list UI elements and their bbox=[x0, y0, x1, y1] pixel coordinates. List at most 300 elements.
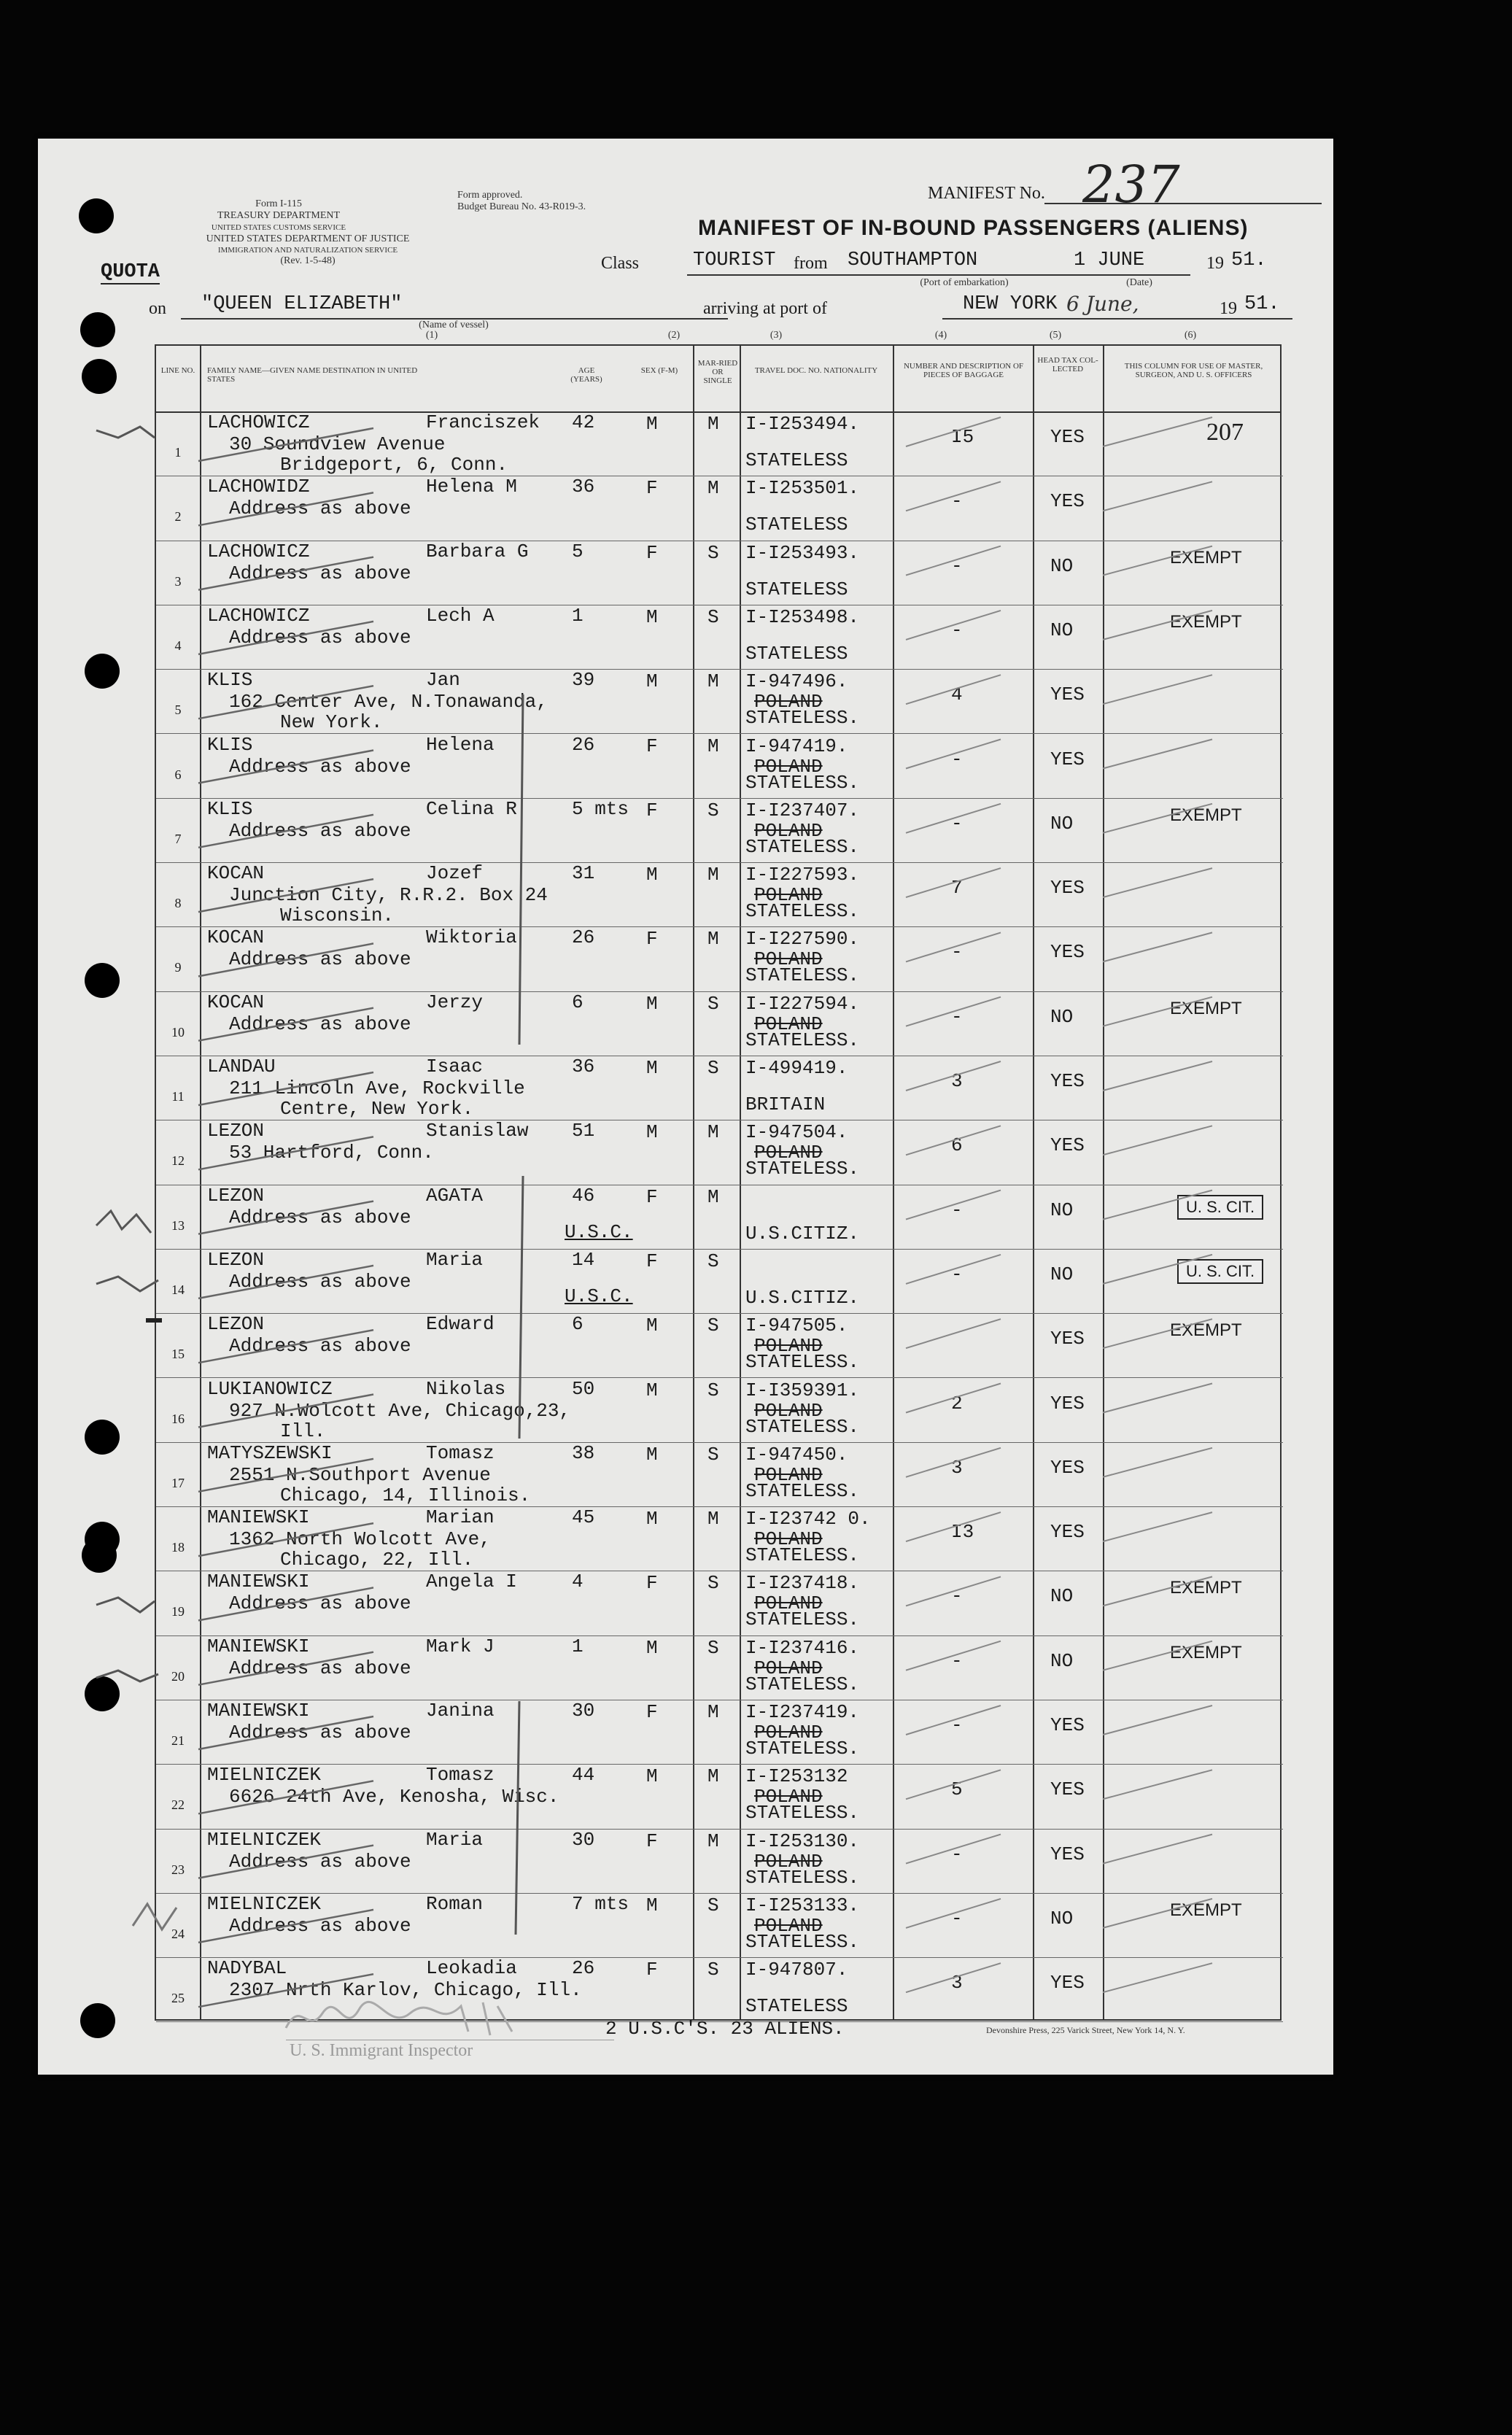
nationality: STATELESS. bbox=[745, 1351, 860, 1374]
given-name: Tomasz bbox=[426, 1441, 495, 1464]
totals: 2 U.S.C'S. 23 ALIENS. bbox=[605, 2018, 845, 2040]
sex: M bbox=[646, 605, 658, 628]
officer-note: 207 bbox=[1206, 419, 1244, 446]
travel-document: I-499419. bbox=[745, 1057, 848, 1079]
treasury-dept: TREASURY DEPARTMENT bbox=[217, 210, 341, 221]
head-tax: YES bbox=[1050, 877, 1085, 899]
head-tax: YES bbox=[1050, 1070, 1085, 1092]
nationality: STATELESS bbox=[745, 449, 848, 471]
nationality: STATELESS. bbox=[745, 1415, 860, 1438]
age: 7 mts bbox=[572, 1892, 629, 1915]
baggage-count: I3 bbox=[951, 1521, 974, 1544]
age: 5 bbox=[572, 540, 584, 562]
travel-document: I-947505. bbox=[745, 1315, 848, 1337]
baggage-count: - bbox=[951, 1585, 963, 1608]
nationality-old: POLAND bbox=[754, 755, 823, 778]
header-officers: THIS COLUMN FOR USE OF MASTER, SURGEON, AND U. S. OFFICERS bbox=[1124, 362, 1263, 379]
head-tax: NO bbox=[1050, 554, 1074, 577]
budget-bureau: Budget Bureau No. 43-R019-3. bbox=[457, 201, 586, 212]
baggage-count: 6 bbox=[951, 1134, 963, 1157]
destination: Address as above bbox=[229, 948, 411, 971]
head-tax: NO bbox=[1050, 812, 1074, 835]
baggage-count: - bbox=[951, 490, 963, 513]
given-name: Isaac bbox=[426, 1056, 484, 1077]
age: 50 bbox=[572, 1377, 595, 1400]
nationality: STATELESS. bbox=[745, 1738, 860, 1760]
destination: Junction City, R.R.2. Box 24 bbox=[229, 884, 548, 907]
line-number: 6 bbox=[174, 767, 182, 782]
destination: Address as above bbox=[229, 1270, 411, 1293]
given-name: Helena M bbox=[426, 476, 517, 498]
destination: 2307 Nrth Karlov, Chicago, Ill. bbox=[229, 1979, 582, 2002]
manifest-sheet bbox=[38, 139, 1333, 2075]
head-tax: YES bbox=[1050, 1456, 1085, 1479]
year-value: 51. bbox=[1231, 249, 1267, 271]
destination: Address as above bbox=[229, 1335, 411, 1358]
marital-status: M bbox=[707, 864, 719, 886]
age: 26 bbox=[572, 733, 595, 756]
baggage-count: - bbox=[951, 1714, 963, 1736]
travel-document: I-947504. bbox=[745, 1121, 848, 1144]
line-number: 25 bbox=[171, 1991, 185, 2006]
baggage-count: - bbox=[951, 1649, 963, 1672]
nationality: STATELESS. bbox=[745, 1866, 860, 1889]
destination-line2: Chicago, 14, Illinois. bbox=[280, 1484, 531, 1506]
line-number: 20 bbox=[171, 1668, 185, 1684]
sex: M bbox=[646, 1315, 658, 1337]
nationality-old: POLAND bbox=[754, 1142, 823, 1164]
header-married: MAR-RIED OR SINGLE bbox=[697, 359, 738, 385]
sex: F bbox=[646, 735, 658, 757]
line-number: 23 bbox=[171, 1862, 185, 1877]
doj-label: UNITED STATES DEPARTMENT OF JUSTICE bbox=[206, 233, 410, 244]
age: 4 bbox=[572, 1571, 584, 1593]
destination: Address as above bbox=[229, 498, 411, 520]
age: 36 bbox=[572, 476, 595, 498]
travel-document: I-I237407. bbox=[745, 799, 860, 821]
sex: M bbox=[646, 1057, 658, 1079]
nationality: STATELESS. bbox=[745, 1544, 860, 1567]
nationality: U.S.CITIZ. bbox=[745, 1222, 860, 1244]
line-number: 17 bbox=[171, 1475, 185, 1490]
nationality-old: POLAND bbox=[754, 1722, 823, 1743]
travel-document: I-I253501. bbox=[745, 477, 860, 500]
officer-note: U. S. CIT. bbox=[1177, 1195, 1263, 1220]
given-name: Mark J bbox=[426, 1635, 495, 1657]
head-tax: YES bbox=[1050, 748, 1085, 770]
given-name: Leokadia bbox=[426, 1957, 517, 1980]
age: 14 bbox=[572, 1248, 595, 1271]
travel-document: I-I359391. bbox=[745, 1379, 860, 1401]
baggage-count: I5 bbox=[951, 426, 974, 448]
family-name: NADYBAL bbox=[207, 1957, 287, 1980]
quota-label: QUOTA bbox=[101, 261, 160, 283]
family-name: LUKIANOWICZ bbox=[207, 1377, 333, 1400]
travel-document: I-947496. bbox=[745, 670, 848, 693]
destination: Address as above bbox=[229, 1850, 411, 1873]
family-name: MIELNICZEK bbox=[207, 1764, 322, 1786]
arrival-port: NEW YORK bbox=[963, 293, 1058, 315]
col-number: (3) bbox=[769, 330, 783, 341]
header-age: AGE (YEARS) bbox=[570, 366, 602, 384]
line-number: 16 bbox=[171, 1411, 185, 1426]
age: 46 bbox=[572, 1184, 595, 1207]
destination: Address as above bbox=[229, 819, 411, 842]
line-number: 14 bbox=[171, 1282, 185, 1297]
head-tax: YES bbox=[1050, 941, 1085, 964]
age: 42 bbox=[572, 411, 595, 433]
nationality: STATELESS. bbox=[745, 707, 860, 729]
head-tax: YES bbox=[1050, 1972, 1085, 1994]
nationality: STATELESS. bbox=[745, 964, 860, 987]
given-name: Helena bbox=[426, 733, 495, 756]
given-name: Angela I bbox=[426, 1571, 517, 1593]
baggage-count: - bbox=[951, 941, 963, 964]
destination: 30 Soundview Avenue bbox=[229, 433, 446, 455]
nationality-old: POLAND bbox=[754, 948, 823, 971]
marital-status: S bbox=[707, 1057, 719, 1079]
marital-status: S bbox=[707, 1250, 719, 1272]
family-name: LEZON bbox=[207, 1120, 265, 1142]
class-label: Class bbox=[601, 254, 640, 273]
marital-status: S bbox=[707, 799, 719, 821]
age: 31 bbox=[572, 862, 595, 885]
age: 44 bbox=[572, 1764, 595, 1786]
destination-line2: Centre, New York. bbox=[280, 1098, 474, 1120]
travel-document: I-I227594. bbox=[745, 992, 860, 1015]
officer-note: EXEMPT bbox=[1170, 1320, 1242, 1341]
marital-status: S bbox=[707, 1959, 719, 1981]
sex: M bbox=[646, 1636, 658, 1659]
head-tax: YES bbox=[1050, 1328, 1085, 1350]
baggage-count: 7 bbox=[951, 877, 963, 899]
given-name: Maria bbox=[426, 1248, 484, 1271]
col-number: (1) bbox=[425, 330, 438, 341]
marital-status: S bbox=[707, 605, 719, 628]
officer-note: EXEMPT bbox=[1170, 547, 1242, 568]
marital-status: S bbox=[707, 1315, 719, 1337]
col-number: (6) bbox=[1184, 330, 1197, 341]
destination-line2: Chicago, 22, Ill. bbox=[280, 1549, 474, 1571]
marital-status: M bbox=[707, 413, 719, 435]
sex: F bbox=[646, 1250, 658, 1272]
nationality: STATELESS bbox=[745, 1995, 848, 2018]
sex: F bbox=[646, 541, 658, 564]
given-name: Janina bbox=[426, 1700, 495, 1722]
nationality-old: POLAND bbox=[754, 1914, 823, 1937]
destination-line2: Wisconsin. bbox=[280, 905, 395, 927]
departure-date: 1 JUNE bbox=[1074, 249, 1145, 271]
sex: M bbox=[646, 992, 658, 1015]
vessel-name: "QUEEN ELIZABETH" bbox=[201, 293, 403, 315]
destination: 162 Center Ave, N.Tonawanda, bbox=[229, 691, 548, 713]
head-tax: NO bbox=[1050, 1005, 1074, 1028]
age: 30 bbox=[572, 1700, 595, 1722]
baggage-count: 3 bbox=[951, 1070, 963, 1092]
marital-status: S bbox=[707, 1636, 719, 1659]
baggage-count: 3 bbox=[951, 1972, 963, 1994]
marital-status: M bbox=[707, 735, 719, 757]
travel-document: I-947419. bbox=[745, 735, 848, 757]
family-name: LACHOWICZ bbox=[207, 604, 310, 627]
head-tax: YES bbox=[1050, 426, 1085, 448]
family-name: KLIS bbox=[207, 669, 253, 692]
family-name: MANIEWSKI bbox=[207, 1635, 310, 1657]
travel-document: I-I253494. bbox=[745, 413, 860, 435]
nationality: STATELESS bbox=[745, 514, 848, 536]
head-tax: NO bbox=[1050, 1649, 1074, 1672]
baggage-count: - bbox=[951, 1199, 963, 1221]
sex: F bbox=[646, 799, 658, 821]
travel-document: I-I237419. bbox=[745, 1701, 860, 1723]
nationality-old: POLAND bbox=[754, 884, 823, 907]
destination: 6626 24th Ave, Kenosha, Wisc. bbox=[229, 1786, 559, 1808]
line-number: 22 bbox=[171, 1797, 185, 1813]
family-name: KLIS bbox=[207, 733, 253, 756]
nationality: STATELESS. bbox=[745, 1158, 860, 1180]
age: 1 bbox=[572, 604, 584, 627]
family-name: MANIEWSKI bbox=[207, 1571, 310, 1593]
header-baggage: NUMBER AND DESCRIPTION OF PIECES OF BAGGAGE bbox=[903, 362, 1024, 379]
manifest-number-label: MANIFEST No. bbox=[928, 184, 1045, 203]
head-tax: NO bbox=[1050, 1263, 1074, 1285]
travel-document: I-I237418. bbox=[745, 1572, 860, 1595]
nationality-old: POLAND bbox=[754, 1399, 823, 1422]
given-name: Franciszek bbox=[426, 411, 540, 433]
baggage-count: - bbox=[951, 1263, 963, 1285]
sex: F bbox=[646, 1959, 658, 1981]
travel-document: I-I253132 bbox=[745, 1765, 848, 1788]
header-travel-doc: TRAVEL DOC. NO. NATIONALITY bbox=[754, 366, 878, 375]
line-number: 5 bbox=[174, 702, 182, 718]
nationality: STATELESS. bbox=[745, 771, 860, 794]
line-number: 1 bbox=[174, 445, 182, 460]
manifest-number: 237 bbox=[1082, 155, 1180, 214]
age: 26 bbox=[572, 1957, 595, 1980]
form-approved: Form approved. bbox=[457, 190, 523, 201]
destination-line2: Bridgeport, 6, Conn. bbox=[280, 454, 508, 476]
nationality: STATELESS. bbox=[745, 1029, 860, 1051]
given-name: Stanislaw bbox=[426, 1120, 529, 1142]
officer-note: EXEMPT bbox=[1170, 998, 1242, 1018]
header-sex: SEX (F-M) bbox=[640, 366, 678, 375]
head-tax: YES bbox=[1050, 1778, 1085, 1801]
nationality-old: POLAND bbox=[754, 1786, 823, 1808]
family-name: MANIEWSKI bbox=[207, 1506, 310, 1529]
nationality-old: POLAND bbox=[754, 1657, 823, 1679]
line-number: 10 bbox=[171, 1024, 185, 1040]
sex: M bbox=[646, 1379, 658, 1401]
given-name: Jozef bbox=[426, 862, 484, 885]
sex: M bbox=[646, 1765, 658, 1788]
travel-document: I-I253133. bbox=[745, 1894, 860, 1916]
line-number: 18 bbox=[171, 1540, 185, 1555]
baggage-count: - bbox=[951, 619, 963, 641]
family-name: LACHOWICZ bbox=[207, 540, 310, 562]
nationality-old: POLAND bbox=[754, 691, 823, 713]
nationality: STATELESS. bbox=[745, 1802, 860, 1824]
inspector-label: U. S. Immigrant Inspector bbox=[290, 2041, 473, 2060]
officer-note: EXEMPT bbox=[1170, 805, 1242, 825]
head-tax: YES bbox=[1050, 1714, 1085, 1736]
marital-status: M bbox=[707, 1701, 719, 1723]
travel-document: I-I23742 0. bbox=[745, 1508, 871, 1530]
marital-status: M bbox=[707, 1765, 719, 1788]
destination-line2: Ill. bbox=[280, 1420, 326, 1442]
date-label: (Date) bbox=[1126, 277, 1152, 288]
revision: (Rev. 1-5-48) bbox=[280, 255, 336, 266]
line-number: 4 bbox=[174, 638, 182, 653]
nationality: STATELESS. bbox=[745, 1479, 860, 1502]
manifest-title: MANIFEST OF IN-BOUND PASSENGERS (ALIENS) bbox=[698, 216, 1249, 240]
line-number: 19 bbox=[171, 1604, 185, 1619]
baggage-count: 5 bbox=[951, 1778, 963, 1801]
head-tax: NO bbox=[1050, 1907, 1074, 1929]
marital-status: M bbox=[707, 1508, 719, 1530]
customs-service: UNITED STATES CUSTOMS SERVICE bbox=[211, 223, 346, 232]
destination: Address as above bbox=[229, 626, 411, 649]
sex: M bbox=[646, 1508, 658, 1530]
destination: Address as above bbox=[229, 1206, 411, 1228]
nationality: U.S.CITIZ. bbox=[745, 1286, 860, 1309]
destination: Address as above bbox=[229, 1722, 411, 1743]
sex: M bbox=[646, 1894, 658, 1916]
age: 5 mts bbox=[572, 797, 629, 820]
destination: 927 N.Wolcott Ave, Chicago,23, bbox=[229, 1399, 571, 1422]
port-embarkation-label: (Port of embarkation) bbox=[920, 277, 1009, 288]
line-number: 9 bbox=[174, 960, 182, 975]
age: 51 bbox=[572, 1120, 595, 1142]
head-tax: YES bbox=[1050, 684, 1085, 706]
given-name: Tomasz bbox=[426, 1764, 495, 1786]
age: 36 bbox=[572, 1056, 595, 1077]
nationality: BRITAIN bbox=[745, 1093, 826, 1115]
baggage-count: - bbox=[951, 1005, 963, 1028]
destination: 211 Lincoln Ave, Rockville bbox=[229, 1077, 525, 1099]
age: 1 bbox=[572, 1635, 584, 1657]
sex: F bbox=[646, 1830, 658, 1852]
given-name: Nikolas bbox=[426, 1377, 506, 1400]
marital-status: S bbox=[707, 1443, 719, 1466]
line-number: 8 bbox=[174, 896, 182, 911]
age: 39 bbox=[572, 669, 595, 692]
family-name: LEZON bbox=[207, 1184, 265, 1207]
travel-document: I-I253130. bbox=[745, 1830, 860, 1852]
nationality-old: POLAND bbox=[754, 1463, 823, 1486]
marital-status: M bbox=[707, 670, 719, 693]
marital-status: M bbox=[707, 1830, 719, 1852]
given-name: AGATA bbox=[426, 1184, 484, 1207]
ins-label: IMMIGRATION AND NATURALIZATION SERVICE bbox=[217, 246, 398, 255]
destination-line2: New York. bbox=[280, 711, 383, 734]
header-name: FAMILY NAME—GIVEN NAME DESTINATION IN UNITED STATES bbox=[207, 366, 418, 384]
age: 45 bbox=[572, 1506, 595, 1529]
form-number: Form I-115 bbox=[255, 198, 302, 209]
destination: Address as above bbox=[229, 1592, 411, 1615]
destination-line2: U.S.C. bbox=[565, 1285, 633, 1307]
age: 38 bbox=[572, 1441, 595, 1464]
destination: 1362 North Wolcott Ave, bbox=[229, 1528, 491, 1551]
officer-note: EXEMPT bbox=[1170, 1900, 1242, 1920]
line-number: 24 bbox=[171, 1926, 185, 1941]
nationality: STATELESS. bbox=[745, 1673, 860, 1695]
destination: Address as above bbox=[229, 562, 411, 584]
header-head-tax: HEAD TAX COL-LECTED bbox=[1037, 356, 1098, 373]
nationality-old: POLAND bbox=[754, 1013, 823, 1035]
family-name: LACHOWIDZ bbox=[207, 476, 310, 498]
head-tax: NO bbox=[1050, 619, 1074, 641]
baggage-count: - bbox=[951, 812, 963, 835]
travel-document: I-947807. bbox=[745, 1959, 848, 1981]
printer-imprint: Devonshire Press, 225 Varick Street, New York 14, N. Y. bbox=[986, 2025, 1185, 2035]
from-label: from bbox=[794, 254, 828, 273]
head-tax: NO bbox=[1050, 1199, 1074, 1221]
port-of-embarkation: SOUTHAMPTON bbox=[848, 249, 978, 271]
baggage-count: - bbox=[951, 748, 963, 770]
nationality: STATELESS. bbox=[745, 900, 860, 923]
sex: F bbox=[646, 477, 658, 500]
given-name: Celina R bbox=[426, 797, 517, 820]
sex: M bbox=[646, 413, 658, 435]
marital-status: M bbox=[707, 1185, 719, 1208]
baggage-count: - bbox=[951, 1843, 963, 1865]
col-number: (5) bbox=[1049, 330, 1062, 341]
given-name: Maria bbox=[426, 1828, 484, 1851]
col-number: (2) bbox=[667, 330, 681, 341]
destination: Address as above bbox=[229, 1914, 411, 1937]
punch-hole bbox=[82, 359, 117, 394]
marital-status: S bbox=[707, 1379, 719, 1401]
sex: M bbox=[646, 1443, 658, 1466]
sex: F bbox=[646, 928, 658, 951]
on-label: on bbox=[149, 299, 166, 318]
travel-document: I-I253498. bbox=[745, 605, 860, 628]
line-number: 15 bbox=[171, 1347, 185, 1362]
sex: F bbox=[646, 1572, 658, 1595]
age: 6 bbox=[572, 991, 584, 1013]
arriving-label: arriving at port of bbox=[703, 299, 827, 318]
destination-line2: U.S.C. bbox=[565, 1220, 633, 1243]
nationality: STATELESS bbox=[745, 578, 848, 600]
baggage-count: 3 bbox=[951, 1456, 963, 1479]
line-number: 11 bbox=[171, 1089, 185, 1104]
nationality-old: POLAND bbox=[754, 1528, 823, 1551]
family-name: MATYSZEWSKI bbox=[207, 1441, 333, 1464]
nationality: STATELESS. bbox=[745, 835, 860, 858]
destination: Address as above bbox=[229, 755, 411, 778]
line-number: 12 bbox=[171, 1153, 185, 1169]
destination: Address as above bbox=[229, 1013, 411, 1035]
arrival-date: 6 June, bbox=[1066, 292, 1139, 316]
line-number: 21 bbox=[171, 1733, 185, 1748]
age: 30 bbox=[572, 1828, 595, 1851]
travel-document: I-I253493. bbox=[745, 541, 860, 564]
head-tax: YES bbox=[1050, 1843, 1085, 1865]
travel-document: I-I227590. bbox=[745, 928, 860, 951]
punch-hole bbox=[79, 198, 114, 233]
punch-hole bbox=[80, 2003, 115, 2038]
family-name: MIELNICZEK bbox=[207, 1892, 322, 1915]
family-name: KLIS bbox=[207, 797, 253, 820]
destination: 2551 N.Southport Avenue bbox=[229, 1463, 491, 1486]
marital-status: M bbox=[707, 477, 719, 500]
age: 26 bbox=[572, 926, 595, 949]
year-prefix: 19 bbox=[1206, 254, 1224, 273]
vessel-label: (Name of vessel) bbox=[419, 320, 489, 330]
given-name: Jerzy bbox=[426, 991, 484, 1013]
family-name: MANIEWSKI bbox=[207, 1700, 310, 1722]
travel-document: I-947450. bbox=[745, 1443, 848, 1466]
